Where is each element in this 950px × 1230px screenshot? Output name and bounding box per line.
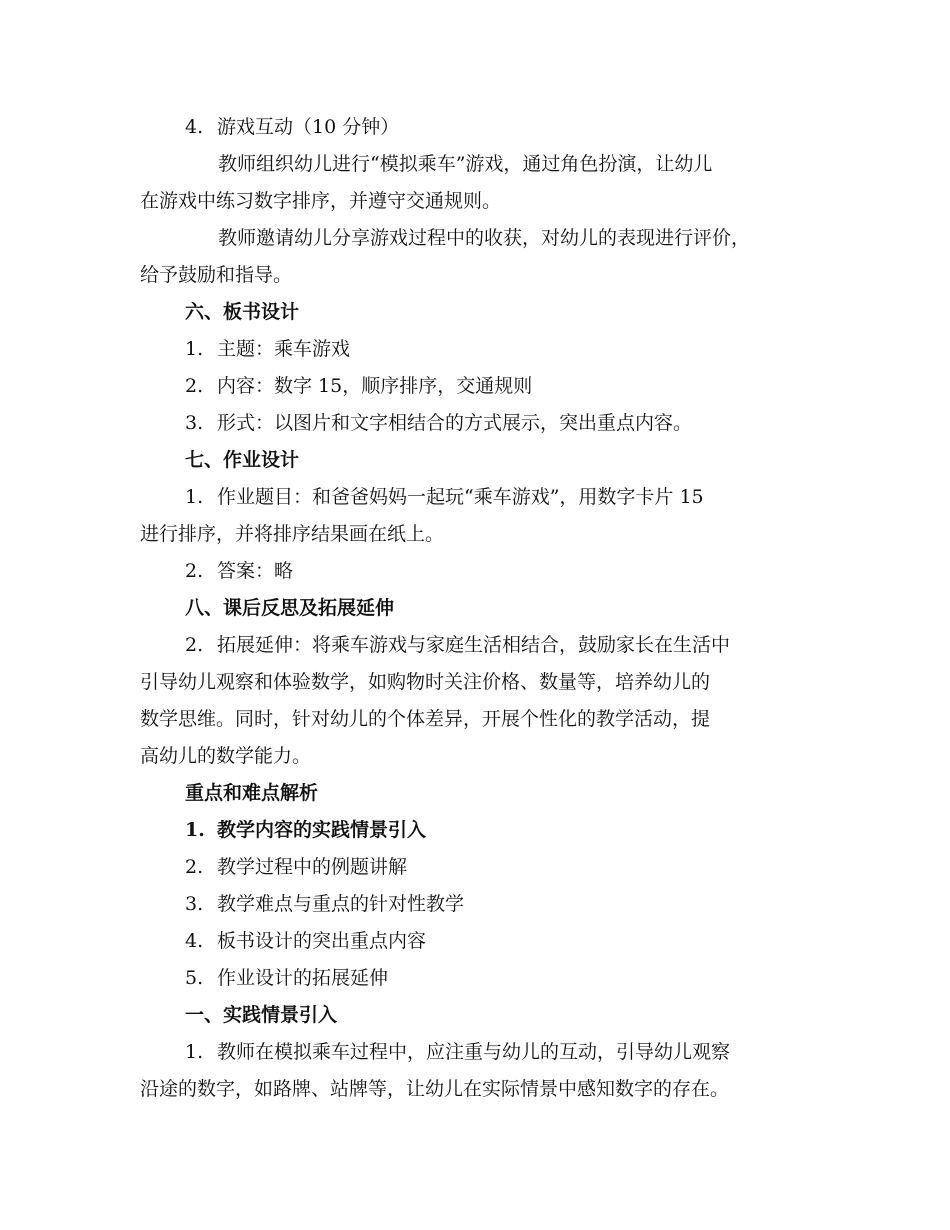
list-text: 教学难点与重点的针对性教学 [217, 893, 465, 915]
list-number: 1. [185, 338, 204, 360]
list-item [185, 818, 426, 842]
section-heading-homework: 七、作业设计 [185, 449, 300, 471]
list-item [185, 892, 464, 916]
list-number: 4. [185, 930, 204, 952]
list-item [185, 559, 293, 583]
section-heading-practice: 一、实践情景引入 [185, 1004, 338, 1026]
list-number: 1. [185, 486, 204, 508]
list-item [185, 411, 692, 435]
list-item [185, 485, 704, 509]
paragraph-line: 数学思维。同时，针对幼儿的个体差异，开展个性化的教学活动，提 [140, 708, 711, 730]
list-text: 形式：以图片和文字相结合的方式展示，突出重点内容。 [217, 412, 693, 434]
list-text: 教师在模拟乘车过程中，应注重与幼儿的互动，引导幼儿观察 [217, 1041, 731, 1063]
paragraph-line: 沿途的数字，如路牌、站牌等，让幼儿在实际情景中感知数字的存在。 [140, 1078, 730, 1100]
paragraph-line: 在游戏中练习数字排序，并遵守交通规则。 [140, 190, 502, 212]
list-text: 答案：略 [217, 560, 294, 582]
list-number: 1. [185, 819, 205, 841]
list-text: 内容：数字 15，顺序排序，交通规则 [217, 375, 533, 397]
list-item [185, 337, 350, 361]
list-item [185, 929, 426, 953]
list-number: 2. [185, 375, 204, 397]
list-number: 2. [185, 856, 204, 878]
list-number: 5. [185, 967, 204, 989]
paragraph-line: 教师邀请幼儿分享游戏过程中的收获，对幼儿的表现进行评价， [218, 227, 751, 249]
list-text: 教学过程中的例题讲解 [217, 856, 408, 878]
list-text: 板书设计的突出重点内容 [217, 930, 427, 952]
list-text: 教学内容的实践情景引入 [217, 819, 427, 841]
list-number: 3. [185, 893, 204, 915]
paragraph-line: 给予鼓励和指导。 [140, 264, 293, 286]
list-text: 主题：乘车游戏 [217, 338, 351, 360]
list-number: 2. [185, 634, 204, 656]
list-number: 3. [185, 412, 204, 434]
list-item [185, 1040, 730, 1064]
list-item [185, 966, 388, 990]
list-number: 4. [185, 116, 204, 138]
list-item [185, 633, 730, 657]
paragraph-line: 高幼儿的数学能力。 [140, 745, 312, 767]
list-text: 作业设计的拓展延伸 [217, 967, 389, 989]
paragraph-line: 教师组织幼儿进行“模拟乘车”游戏，通过角色扮演，让幼儿 [218, 153, 713, 175]
list-text: 游戏互动（10 分钟） [217, 116, 400, 138]
list-item [185, 374, 532, 398]
paragraph-line: 引导幼儿观察和体验数学，如购物时关注价格、数量等，培养幼儿的 [140, 671, 711, 693]
section-heading-analysis: 重点和难点解析 [185, 782, 319, 804]
section-heading-reflection: 八、课后反思及拓展延伸 [185, 597, 395, 619]
list-item [185, 855, 407, 879]
section-heading-board-design: 六、板书设计 [185, 301, 300, 323]
list-text: 作业题目：和爸爸妈妈一起玩“乘车游戏”，用数字卡片 15 [217, 486, 704, 508]
list-text: 拓展延伸：将乘车游戏与家庭生活相结合，鼓励家长在生活中 [217, 634, 731, 656]
section-heading-game-interaction [185, 115, 399, 139]
list-number: 1. [185, 1041, 204, 1063]
paragraph-line: 进行排序，并将排序结果画在纸上。 [140, 523, 445, 545]
list-number: 2. [185, 560, 204, 582]
